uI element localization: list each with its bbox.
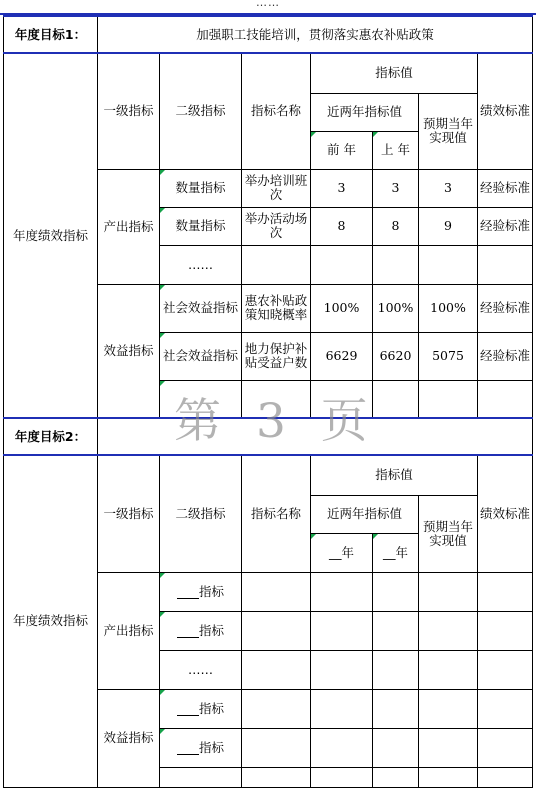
s2-r0-v2[interactable] xyxy=(373,572,419,611)
s1-year-before-last[interactable]: 前 年 xyxy=(311,131,373,169)
s1-header-row-1 xyxy=(4,53,533,93)
s2-r1-name[interactable] xyxy=(242,611,311,650)
goal1-row xyxy=(4,16,533,53)
s2-r1-level2[interactable]: 指标 xyxy=(160,611,242,650)
s2-r3-level2[interactable]: 指标 xyxy=(160,689,242,728)
s1-r4-name[interactable]: 地力保护补贴受益户数 xyxy=(242,332,311,380)
s1-r2-name[interactable] xyxy=(242,245,311,284)
s1-name-header[interactable]: 指标名称 xyxy=(242,53,311,169)
s2-perf-indicator[interactable]: 年度绩效指标 xyxy=(4,455,98,787)
s1-r3-v3[interactable]: 100% xyxy=(419,284,478,332)
s1-r0-name[interactable]: 举办培训班次 xyxy=(242,169,311,207)
s2-r2-name[interactable] xyxy=(242,650,311,689)
s1-r1-v2[interactable]: 8 xyxy=(373,207,419,245)
s2-r2-v1[interactable] xyxy=(311,650,373,689)
s1-r3-level2[interactable]: 社会效益指标 xyxy=(160,284,242,332)
s2-header-row-1 xyxy=(4,455,533,495)
s2-r3-std[interactable] xyxy=(478,689,533,728)
s2-r4-v2[interactable] xyxy=(373,728,419,767)
s1-benefit-label[interactable]: 效益指标 xyxy=(98,284,160,418)
s1-r0-std[interactable]: 经验标准 xyxy=(478,169,533,207)
s2-r5-name[interactable] xyxy=(242,767,311,787)
s1-r5-v2[interactable] xyxy=(373,380,419,418)
s2-r3-v2[interactable] xyxy=(373,689,419,728)
s2-r1-v1[interactable] xyxy=(311,611,373,650)
s2-year-1[interactable]: __年 xyxy=(311,533,373,572)
s2-r4-name[interactable] xyxy=(242,728,311,767)
goal2-label[interactable]: 年度目标2： xyxy=(4,418,98,455)
s1-r2-v2[interactable] xyxy=(373,245,419,284)
s1-level1-header[interactable]: 一级指标 xyxy=(98,53,160,169)
s1-r0-v1[interactable]: 3 xyxy=(311,169,373,207)
s1-r0-v3[interactable]: 3 xyxy=(419,169,478,207)
s2-r4-level2[interactable]: 指标 xyxy=(160,728,242,767)
s2-r2-std[interactable] xyxy=(478,650,533,689)
s1-output-label[interactable]: 产出指标 xyxy=(98,169,160,284)
s1-r2-v1[interactable] xyxy=(311,245,373,284)
s1-r3-v2[interactable]: 100% xyxy=(373,284,419,332)
top-ellipsis: …… xyxy=(256,0,280,9)
s2-r4-std[interactable] xyxy=(478,728,533,767)
s2-r2-level2[interactable]: …… xyxy=(160,650,242,689)
s1-level2-header[interactable]: 二级指标 xyxy=(160,53,242,169)
s2-expected-header[interactable]: 预期当年实现值 xyxy=(419,495,478,572)
s2-r3-v3[interactable] xyxy=(419,689,478,728)
s1-r5-std[interactable] xyxy=(478,380,533,418)
s2-benefit-label[interactable]: 效益指标 xyxy=(98,689,160,787)
s2-r1-std[interactable] xyxy=(478,611,533,650)
s1-r2-level2[interactable]: …… xyxy=(160,245,242,284)
s2-year-2[interactable]: __年 xyxy=(373,533,419,572)
s1-recent-header[interactable]: 近两年指标值 xyxy=(311,93,419,131)
s2-r5-std[interactable] xyxy=(478,767,533,787)
s2-standard-header[interactable]: 绩效标准 xyxy=(478,455,533,572)
s2-level2-header[interactable]: 二级指标 xyxy=(160,455,242,572)
s1-r4-v3[interactable]: 5075 xyxy=(419,332,478,380)
s2-r1-v3[interactable] xyxy=(419,611,478,650)
goal1-label[interactable]: 年度目标1： xyxy=(4,16,98,53)
s1-r1-level2[interactable]: 数量指标 xyxy=(160,207,242,245)
s2-value-header[interactable]: 指标值 xyxy=(311,455,478,495)
s1-value-header[interactable]: 指标值 xyxy=(311,53,478,93)
s1-r1-v3[interactable]: 9 xyxy=(419,207,478,245)
s1-r1-name[interactable]: 举办活动场次 xyxy=(242,207,311,245)
s2-recent-header[interactable]: 近两年指标值 xyxy=(311,495,419,533)
s2-r0-name[interactable] xyxy=(242,572,311,611)
s1-r1-std[interactable]: 经验标准 xyxy=(478,207,533,245)
s2-r4-v1[interactable] xyxy=(311,728,373,767)
goal1-text[interactable]: 加强职工技能培训，贯彻落实惠农补贴政策 xyxy=(98,16,533,53)
page-break-band xyxy=(0,0,536,15)
s2-r2-v2[interactable] xyxy=(373,650,419,689)
s2-r0-level2[interactable]: 指标 xyxy=(160,572,242,611)
s2-r5-level2[interactable] xyxy=(160,767,242,787)
s2-r5-v2[interactable] xyxy=(373,767,419,787)
s2-r4-v3[interactable] xyxy=(419,728,478,767)
page-watermark: 第 3 页 xyxy=(174,394,378,449)
s1-r3-name[interactable]: 惠农补贴政策知晓概率 xyxy=(242,284,311,332)
s2-r0-v1[interactable] xyxy=(311,572,373,611)
s1-r4-level2[interactable]: 社会效益指标 xyxy=(160,332,242,380)
s1-r2-std[interactable] xyxy=(478,245,533,284)
s1-expected-header[interactable]: 预期当年实现值 xyxy=(419,93,478,169)
s1-perf-indicator[interactable]: 年度绩效指标 xyxy=(4,53,98,418)
s2-r3-v1[interactable] xyxy=(311,689,373,728)
s1-standard-header[interactable]: 绩效标准 xyxy=(478,53,533,169)
s2-r0-v3[interactable] xyxy=(419,572,478,611)
s1-r3-std[interactable]: 经验标准 xyxy=(478,284,533,332)
s2-r5-v3[interactable] xyxy=(419,767,478,787)
s1-r4-v2[interactable]: 6620 xyxy=(373,332,419,380)
s1-r0-level2[interactable]: 数量指标 xyxy=(160,169,242,207)
s2-name-header[interactable]: 指标名称 xyxy=(242,455,311,572)
s1-r0-v2[interactable]: 3 xyxy=(373,169,419,207)
s1-r4-std[interactable]: 经验标准 xyxy=(478,332,533,380)
s2-r2-v3[interactable] xyxy=(419,650,478,689)
s2-output-label[interactable]: 产出指标 xyxy=(98,572,160,689)
s1-r4-v1[interactable]: 6629 xyxy=(311,332,373,380)
s2-r1-v2[interactable] xyxy=(373,611,419,650)
s1-r3-v1[interactable]: 100% xyxy=(311,284,373,332)
s2-r0-std[interactable] xyxy=(478,572,533,611)
s1-last-year[interactable]: 上 年 xyxy=(373,131,419,169)
s1-r1-v1[interactable]: 8 xyxy=(311,207,373,245)
s1-r2-v3[interactable] xyxy=(419,245,478,284)
s2-r5-v1[interactable] xyxy=(311,767,373,787)
s2-r3-name[interactable] xyxy=(242,689,311,728)
s2-level1-header[interactable]: 一级指标 xyxy=(98,455,160,572)
s1-r5-v3[interactable] xyxy=(419,380,478,418)
